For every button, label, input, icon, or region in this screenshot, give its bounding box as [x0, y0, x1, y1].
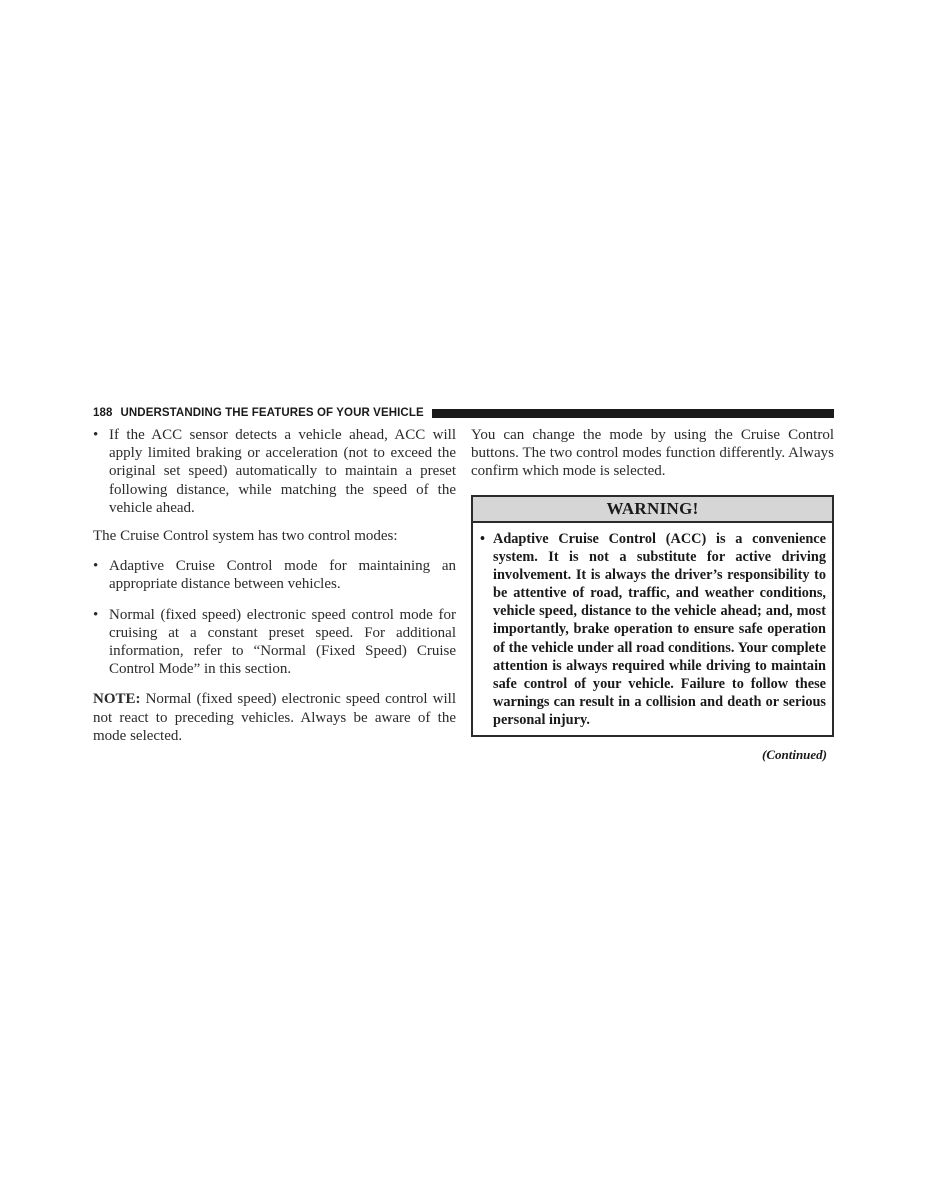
section-title: UNDERSTANDING THE FEATURES OF YOUR VEHICLE [120, 407, 424, 419]
list-item [93, 426, 456, 517]
list-item-text: Adaptive Cruise Control mode for maintaining an appropriate distance between vehicles. [109, 558, 456, 593]
list-item-text: If the ACC sensor detects a vehicle ahead, ACC will apply limited braking or acceleration (not to exceed the original set speed) automatically to maintain a preset following distance, while matching the speed of the vehicle ahead. [109, 427, 456, 516]
note-text: Normal (fixed speed) electronic speed control will not react to preceding vehicles. Always be aware of the mode selected. [93, 691, 456, 744]
continued-label: (Continued) [761, 747, 827, 762]
bullet-icon: • [93, 606, 99, 623]
mode-change-paragraph: You can change the mode by using the Cruise Control buttons. The two control modes function differently. Always confirm which mode is selected. [471, 427, 834, 480]
list-item [93, 606, 456, 679]
warning-title: WARNING! [473, 497, 832, 523]
page-number: 188 [93, 407, 113, 419]
list-item [93, 557, 456, 593]
note-label: NOTE: [93, 691, 141, 708]
bullet-icon: • [93, 427, 99, 443]
note-paragraph [93, 690, 456, 745]
warning-box [471, 495, 834, 737]
list-item [480, 530, 826, 729]
warning-text: Adaptive Cruise Control (ACC) is a convenience system. It is not a substitute for active driving involvement. It is always the driver’s responsibility to be attentive of road, traffic, and weather conditions, vehicle speed, distance to the vehicle ahead; and, most importantly, brake operation to ensure safe operation of the vehicle under all road conditions. Your complete attention is always required while driving to maintain safe control of your vehicle. Failure to follow these warnings can result in a collision and death or serious personal injury. [493, 531, 826, 728]
right-column [471, 426, 834, 481]
bullet-icon: • [480, 531, 486, 547]
page-header [93, 405, 834, 421]
header-rule [432, 409, 834, 418]
list-item-text: Normal (fixed speed) electronic speed control mode for cruising at a constant preset speed. For additional information, refer to “Normal (Fixed Speed) Cruise Control Mode” in this section. [109, 606, 456, 678]
warning-body [473, 523, 832, 735]
left-column [93, 426, 456, 745]
modes-intro: The Cruise Control system has two control modes: [93, 528, 398, 545]
bullet-icon: • [93, 558, 99, 575]
